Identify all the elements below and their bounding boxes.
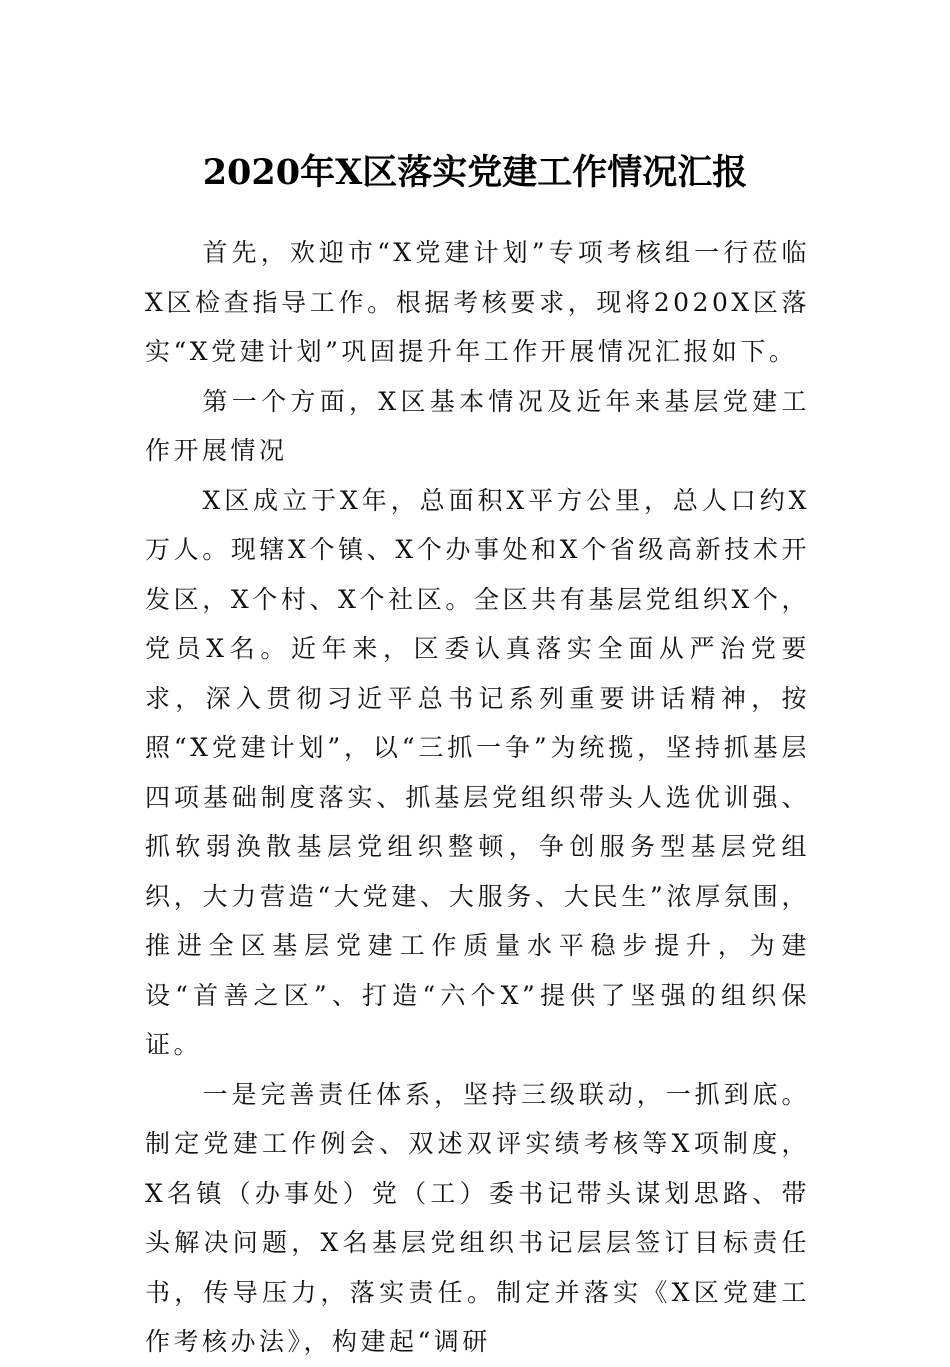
document-title: 2020年X区落实党建工作情况汇报 (202, 152, 748, 193)
paragraph-intro: 首先，欢迎市“X党建计划”专项考核组一行莅临X区检查指导工作。根据考核要求，现将2020X区落实“X党建计划”巩固提升年工作开展情况汇报如下。 (145, 238, 810, 366)
paragraph-responsibility-system: 一是完善责任体系，坚持三级联动，一抓到底。制定党建工作例会、双述双评实绩考核等X项制度，X名镇（办事处）党（工）委书记带头谋划思路、带头解决问题，X名基层党组织书记层层签订目标责任书，传导压力，落实责任。制定并落实《X区党建工作考核办法》，构建起“调研 (145, 1079, 810, 1356)
document-body (145, 228, 810, 1367)
paragraph-section-heading: 第一个方面，X区基本情况及近年来基层党建工作开展情况 (145, 386, 810, 465)
paragraph-district-overview: X区成立于X年，总面积X平方公里，总人口约X万人。现辖X个镇、X个办事处和X个省级高新技术开发区，X个村、X个社区。全区共有基层党组织X个，党员X名。近年来，区委认真落实全面从严治党要求，深入贯彻习近平总书记系列重要讲话精神，按照“X党建计划”，以“三抓一争”为统揽，坚持抓基层四项基础制度落实、抓基层党组织带头人选优训强、抓软弱涣散基层党组织整顿，争创服务型基层党组织，大力营造“大党建、大服务、大民生”浓厚氛围，推进全区基层党建工作质量水平稳步提升，为建设“首善之区”、打造“六个X”提供了坚强的组织保证。 (145, 485, 810, 1059)
